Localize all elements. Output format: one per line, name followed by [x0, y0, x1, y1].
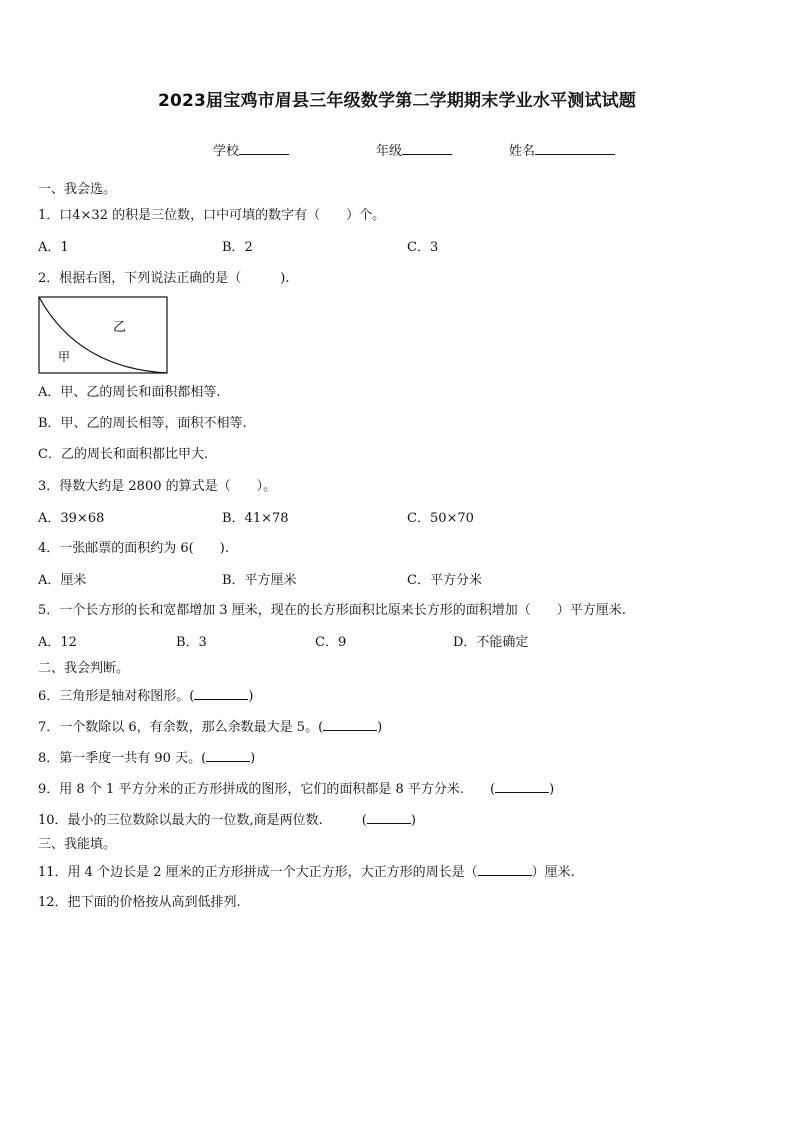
q10-answer-blank[interactable]	[367, 811, 411, 824]
section-heading-judge: 二、我会判断。	[38, 661, 130, 676]
q8-answer-blank[interactable]	[206, 749, 250, 762]
school-field	[213, 140, 289, 159]
grade-field	[376, 140, 452, 159]
q11-answer-blank[interactable]	[478, 863, 532, 876]
question-10	[38, 811, 416, 829]
question-2: 2．根据右图，下列说法正确的是（ ).	[38, 271, 290, 286]
q7-text: 7．一个数除以 6，有余数，那么余数最大是 5。(	[38, 720, 324, 735]
q1-option-b[interactable]: B．2	[222, 240, 253, 255]
q5-option-b[interactable]: B．3	[176, 635, 207, 650]
q9-answer-blank[interactable]	[495, 780, 549, 793]
q1-option-a[interactable]: A．1	[38, 240, 69, 255]
q1-option-c[interactable]: C．3	[407, 240, 439, 255]
figure-label-a: 甲	[58, 350, 71, 364]
question-4: 4．一张邮票的面积约为 6( ).	[38, 541, 229, 556]
q10-text: 10．最小的三位数除以最大的一位数,商是两位数. (	[38, 813, 367, 828]
question-7	[38, 718, 382, 736]
q10-close: )	[410, 813, 416, 828]
q2-option-c[interactable]: C．乙的周长和面积都比甲大.	[38, 447, 209, 462]
school-blank[interactable]	[239, 141, 289, 155]
q11-text: 11．用 4 个边长是 2 厘米的正方形拼成一个大正方形，大正方形的周长是（	[38, 865, 478, 880]
q2-option-a[interactable]: A．甲、乙的周长和面积都相等.	[38, 385, 221, 400]
page-title: 2023届宝鸡市眉县三年级数学第二学期期末学业水平测试试题	[157, 91, 637, 111]
figure-label-b: 乙	[113, 320, 127, 335]
question-5: 5．一个长方形的长和宽都增加 3 厘米，现在的长方形面积比原来长方形的面积增加（ ）平方厘米.	[38, 603, 626, 618]
name-field	[509, 140, 615, 159]
question-3: 3．得数大约是 2800 的算式是（ ）。	[38, 479, 277, 494]
q4-option-c[interactable]: C．平方分米	[407, 573, 482, 588]
name-label: 姓名	[509, 144, 536, 159]
q6-text: 6．三角形是轴对称图形。(	[38, 689, 195, 704]
q5-option-c[interactable]: C．9	[315, 635, 347, 650]
question-6	[38, 687, 253, 705]
rectangle-curve-diagram	[38, 296, 168, 374]
q3-option-b[interactable]: B．41×78	[222, 511, 289, 526]
school-label: 学校	[213, 144, 240, 159]
q4-option-a[interactable]: A．厘米	[38, 573, 87, 588]
q11-close: ）厘米.	[531, 865, 575, 880]
question-9	[38, 780, 554, 798]
q3-option-c[interactable]: C．50×70	[407, 511, 474, 526]
question-8	[38, 749, 255, 767]
q6-answer-blank[interactable]	[194, 687, 248, 700]
grade-blank[interactable]	[402, 141, 452, 155]
q8-text: 8．第一季度一共有 90 天。(	[38, 751, 207, 766]
q2-option-b[interactable]: B．甲、乙的周长相等，面积不相等.	[38, 416, 247, 431]
rectangle-figure	[38, 296, 168, 374]
grade-label: 年级	[376, 144, 403, 159]
q5-option-d[interactable]: D．不能确定	[453, 635, 529, 650]
q4-option-b[interactable]: B．平方厘米	[222, 573, 297, 588]
section-heading-choice: 一、我会选。	[38, 182, 117, 197]
q5-option-a[interactable]: A．12	[38, 635, 77, 650]
question-1: 1．口4×32 的积是三位数，口中可填的数字有（ ）个。	[38, 208, 386, 223]
q9-text: 9．用 8 个 1 平方分米的正方形拼成的图形，它们的面积都是 8 平方分米. (	[38, 782, 496, 797]
q7-close: )	[377, 720, 383, 735]
question-12: 12．把下面的价格按从高到低排列.	[38, 895, 241, 910]
q6-close: )	[248, 689, 254, 704]
name-blank[interactable]	[535, 141, 615, 155]
q9-close: )	[549, 782, 555, 797]
q7-answer-blank[interactable]	[323, 718, 377, 731]
section-heading-fill: 三、我能填。	[38, 837, 117, 852]
question-11	[38, 863, 575, 881]
q3-option-a[interactable]: A．39×68	[38, 511, 105, 526]
q8-close: )	[250, 751, 256, 766]
